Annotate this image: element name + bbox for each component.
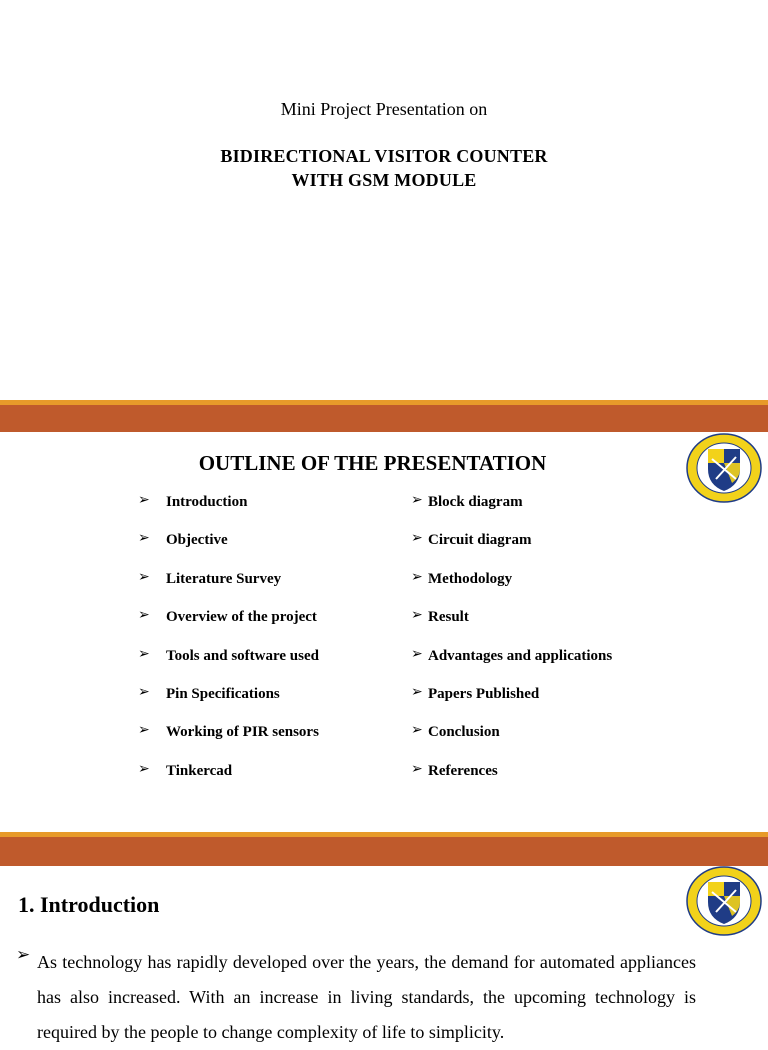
outline-item-label: Literature Survey (166, 570, 282, 587)
project-title-line-1: BIDIRECTIONAL VISITOR COUNTER (220, 146, 548, 166)
arrow-bullet-icon: ➢ (411, 492, 423, 508)
arrow-bullet-icon: ➢ (411, 568, 423, 585)
outline-slide (0, 400, 768, 832)
arrow-bullet-icon: ➢ (411, 530, 423, 547)
outline-item-label: Result (428, 609, 469, 626)
slide-header-band (0, 832, 768, 866)
outline-item-label: Papers Published (428, 685, 540, 702)
introduction-heading: 1. Introduction (18, 892, 160, 917)
outline-item-label: Objective (166, 532, 228, 549)
arrow-bullet-icon: ➢ (138, 683, 150, 700)
outline-item-label: Working of PIR sensors (166, 724, 319, 741)
arrow-bullet-icon: ➢ (138, 530, 150, 547)
arrow-bullet-icon: ➢ (411, 722, 423, 739)
outline-item-label: Tools and software used (166, 647, 319, 664)
arrow-bullet-icon: ➢ (138, 492, 150, 508)
introduction-slide (0, 832, 768, 1042)
arrow-bullet-icon: ➢ (138, 645, 150, 662)
outline-item-label: Conclusion (428, 724, 500, 741)
arrow-bullet-icon: ➢ (138, 760, 150, 777)
outline-item-label: Introduction (166, 494, 248, 510)
arrow-bullet-icon: ➢ (138, 722, 150, 739)
arrow-bullet-icon: ➢ (138, 607, 150, 624)
slide-header-band (0, 400, 768, 432)
outline-item-label: References (428, 762, 498, 779)
arrow-bullet-icon: ➢ (411, 683, 423, 700)
introduction-paragraph: As technology has rapidly developed over the years, the demand for automated appliances has also increased. With an increase in living standards, the upcoming technology is required by the people to change complexity of life to simplicity. (37, 952, 696, 1042)
outline-item-label: Advantages and applications (428, 647, 613, 664)
outline-item-label: Pin Specifications (166, 685, 280, 702)
arrow-bullet-icon: ➢ (411, 760, 423, 777)
project-title-line-2: WITH GSM MODULE (291, 170, 477, 190)
outline-item-label: Block diagram (428, 494, 523, 510)
title-slide (0, 0, 768, 400)
presentation-subtitle: Mini Project Presentation on (280, 99, 488, 119)
header-band-rust-stripe (0, 405, 768, 432)
outline-heading: OUTLINE OF THE PRESENTATION (198, 451, 547, 475)
outline-item-label: Methodology (428, 570, 513, 587)
arrow-bullet-icon: ➢ (138, 568, 150, 585)
college-crest-logo (686, 866, 762, 936)
arrow-bullet-icon: ➢ (16, 945, 31, 965)
arrow-bullet-icon: ➢ (411, 645, 423, 662)
header-band-rust-stripe (0, 837, 768, 866)
arrow-bullet-icon: ➢ (411, 607, 423, 624)
outline-item-label: Tinkercad (166, 762, 233, 779)
outline-item-label: Overview of the project (166, 609, 317, 626)
outline-item-label: Circuit diagram (428, 532, 532, 549)
